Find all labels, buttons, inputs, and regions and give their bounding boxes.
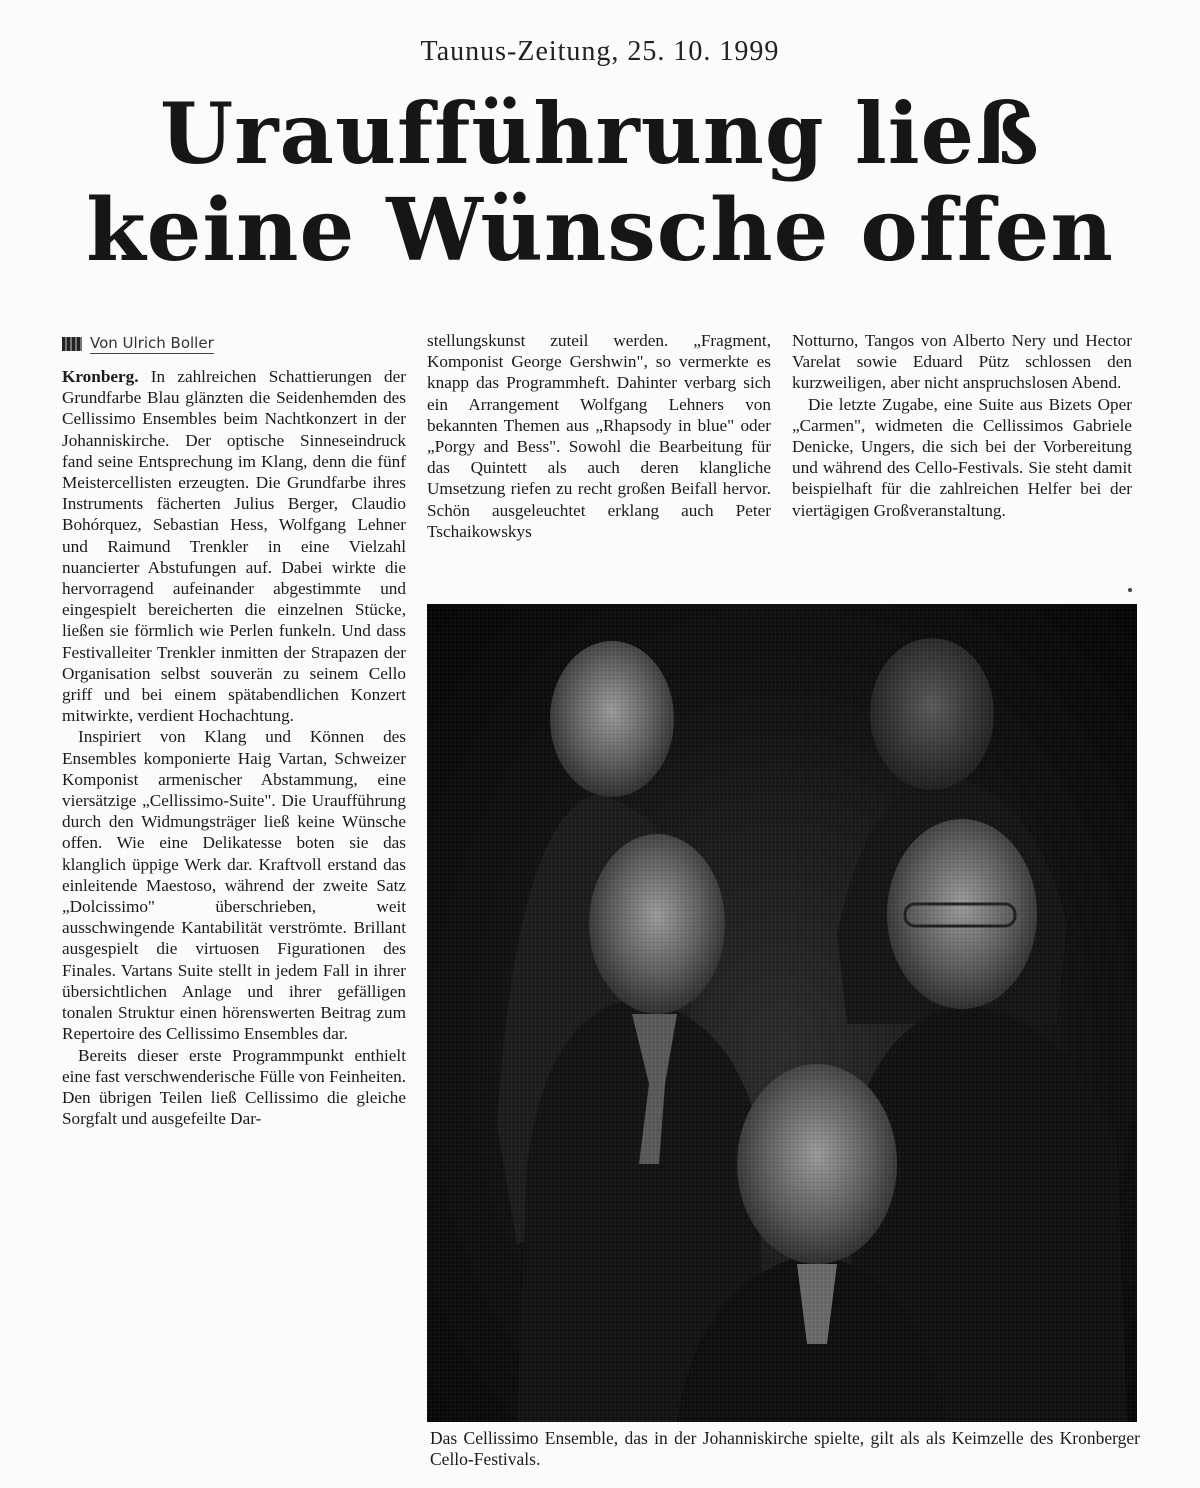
- ensemble-photo-drawing: [427, 604, 1137, 1422]
- paragraph: Notturno, Tangos von Alberto Nery und Hector Varelat sowie Eduard Pütz schlossen den kurzweiligen, aber nicht anspruchslosen Abend.: [792, 331, 1132, 393]
- dateline: Kronberg.: [62, 367, 139, 386]
- byline: [62, 334, 214, 354]
- byline-marker-icon: [62, 337, 82, 351]
- print-speck: [1128, 588, 1132, 592]
- paragraph: Die letzte Zugabe, eine Suite aus Bizets Oper „Carmen", widmeten die Cellissimos Gabriele Denicke, Ungers, die sich bei der Vorbereitung und während des Cello-Festivals. Sie steht damit beispielhaft für die zahlreichen Helfer bei der viertägigen Großveranstaltung.: [792, 394, 1132, 520]
- paragraph: Bereits dieser erste Programmpunkt enthielt eine fast verschwenderische Fülle von Feinheiten. Den übrigen Teilen ließ Cellissimo die gleiche Sorgfalt und ausgefeilte Dar-: [62, 1045, 406, 1129]
- paragraph: Inspiriert von Klang und Können des Ensembles komponierte Haig Vartan, Schweizer Komponist armenischer Abstammung, eine viersätzige „Cellissimo-Suite". Die Uraufführung durch den Widmungsträger ließ keine Wünsche offen. Wie eine Delikatesse boten sie das klanglich üppige Werk dar. Kraftvoll erstand das einleitende Maestoso, während der zweite Satz „Dolcissimo" überschrieben, weit ausschwingende Kantabilität verströmte. Brillant ausgespielt die virtuosen Figurationen des Finales. Vartans Suite stellt in jedem Fall in ihrer übersichtlichen Anlage und ihrer gefälligen tonalen Struktur einen hörenswerten Beitrag zum Repertoire des Cellissimo Ensembles dar.: [62, 727, 406, 1044]
- article-column-2: [427, 330, 771, 542]
- headline-line-2: keine Wünsche offen: [86, 180, 1114, 281]
- photo-caption: Das Cellissimo Ensemble, das in der Johanniskirche spielte, gilt als als Keimzelle des Kronberger Cello-Festivals.: [430, 1428, 1140, 1469]
- headline-line-1: Uraufführung ließ: [160, 84, 1040, 183]
- paragraph: [62, 366, 406, 726]
- newspaper-source-line: Taunus-Zeitung, 25. 10. 1999: [420, 36, 780, 67]
- paragraph-text: In zahlreichen Schattierungen der Grundfarbe Blau glänzten die Seidenhemden des Cellissimo Ensembles beim Nachtkonzert in der Johanniskirche. Der optische Sinneseindruck fand seine Entsprechung im Klang, denn die fünf Meistercellisten erzeugten. Die Grundfarbe ihres Instruments fächerten Julius Berger, Claudio Bohórquez, Sebastian Hess, Wolfgang Lehner und Raimund Trenkler in eine Vielzahl nuancierter Abstufungen auf. Dabei wirkte die hervorragend aufeinander abgestimmte und eingespielt bereicherten die einzelnen Stücke, ließen sie förmlich wie Perlen funkeln. Und dass Festivalleiter Trenkler inmitten der Strapazen der Organisation selbst souverän zu seinem Cello griff und bei einem spätabendlichen Konzert mitwirkte, verdient Hochachtung.: [62, 367, 407, 726]
- article-headline: [40, 84, 1160, 281]
- paragraph: stellungskunst zuteil werden. „Fragment, Komponist George Gershwin", so vermerkte es knapp das Programmheft. Dahinter verbarg sich ein Arrangement Wolfgang Lehners von bekannten Themen aus „Rhapsody in blue" oder „Porgy and Bess". Sowohl die Bearbeitung für das Quintett als auch deren klangliche Umsetzung riefen zu recht großen Beifall hervor. Schön ausgeleuchtet erklang auch Peter Tschaikowskys: [427, 331, 771, 541]
- byline-author: Von Ulrich Boller: [90, 334, 214, 352]
- ensemble-photo: [427, 604, 1137, 1422]
- article-column-3: [792, 330, 1132, 521]
- article-column-1: [62, 366, 406, 1129]
